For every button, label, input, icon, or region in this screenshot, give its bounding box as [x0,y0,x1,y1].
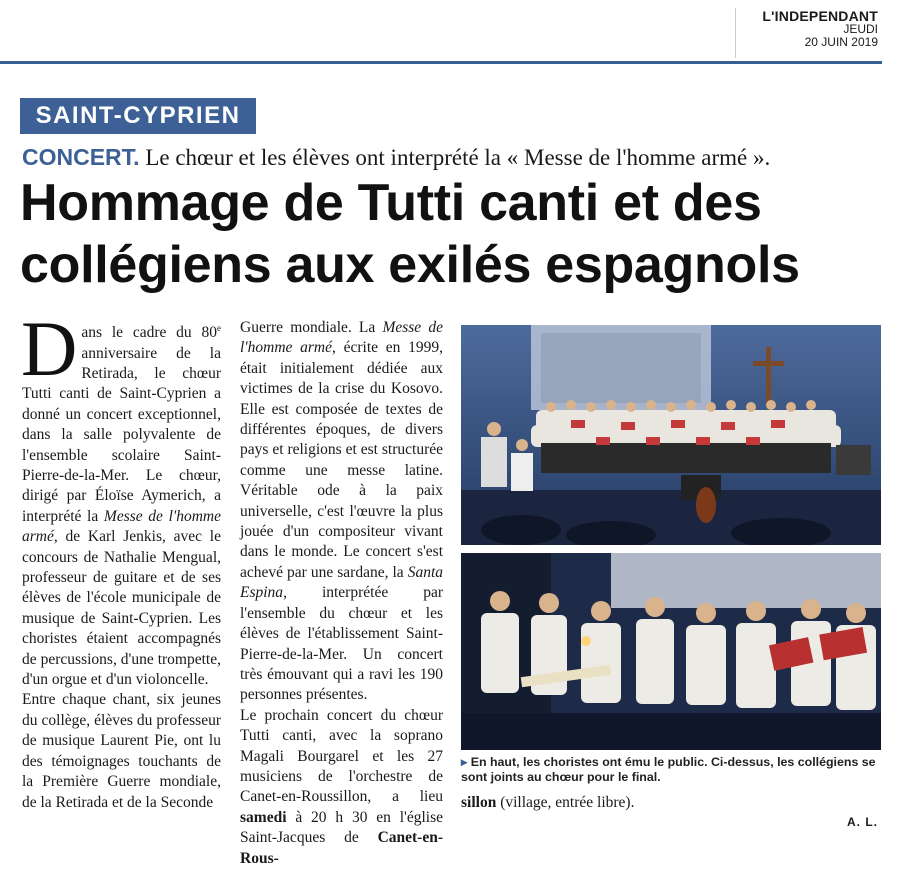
newspaper-name: L'INDEPENDANT [762,8,878,24]
choir-photo-illustration [461,325,881,545]
work-title: Santa Espina [240,563,443,602]
kicker-tag: CONCERT. [22,144,140,170]
text-run: , de Karl Jenkis, avec le concours de Nathalie Mengual, professeur de guitare et de ses élèves de l'école municipale de musique de Saint-Cyprien. Les choristes étaient accompagnés de percussions, d'une trompette, d'un orgue et d'un violoncelle. [22,528,221,689]
section-label: SAINT-CYPRIEN [20,98,256,134]
text-run: , interprétée par l'ensemble du chœur et les élèves de l'établissement Saint-Pierre-de-la-Mer. Un concert très émouvant qui a ravi les 190 personnes présentes. [240,584,443,704]
article-continuation [461,793,881,813]
text-run: ans le cadre du 80 [81,324,217,342]
top-rule [0,61,882,64]
text-run: Le prochain concert du chœur Tutti canti, avec la soprano Magali Bourgarel et les 27 musiciens de l'orchestre de Canet-en-Roussillon, a lieu [240,706,443,806]
text-run: (village, entrée libre). [496,794,635,811]
paragraph [21,305,221,690]
photo-students-choir [461,553,881,750]
text-run: Guerre mondiale. La [240,319,383,336]
masthead-divider [735,8,736,58]
byline: A. L. [847,815,878,829]
drop-cap: D [21,305,78,392]
headline-line-1: Hommage de Tutti canti et des [20,174,762,232]
superscript: e [217,323,221,333]
work-title: Messe de l'homme armé [240,319,443,357]
bold-text: samedi [240,808,287,826]
article-column-2 [240,318,443,869]
bold-text: sillon [461,794,497,811]
text-run: , écrite en 1999, était initialement dédiée aux victimes de la crise du Kosovo. Elle est composée de textes de différentes époques, de divers pays et religions et est structurée comme une messe latine. Véritable ode à la paix universelle, c'est l'œuvre la plus jouée d'un compositeur vivant dans le monde. Le concert s'est achevé par une sardane, la [240,339,443,581]
paragraph: Entre chaque chant, six jeunes du collège, élèves du professeur de musique Laurent Pie, ont lu des témoignages touchants de la Première Guerre mondiale, de la Retirada et de la Seconde [22,691,221,811]
text-run: anniversaire de la Retirada, le chœur Tutti canti de Saint-Cyprien a donné un concert exceptionnel, dans la salle polyvalente de l'ensemble scolaire Saint-Pierre-de-la-Mer. Le chœur, dirigé par Éloïse Aymerich, a interprété la [22,344,221,525]
article-column-1 [21,305,221,813]
caption-marker: ▸ [461,755,468,769]
publication-day: JEUDI [843,22,878,36]
paragraph [240,706,443,869]
headline-line-2: collégiens aux exilés espagnols [20,236,800,294]
kicker-text: Le chœur et les élèves ont interprété la « Messe de l'homme armé ». [145,145,771,170]
paragraph [240,318,443,706]
bold-text: Canet-en-Rous- [240,829,443,867]
photo-choir-concert [461,325,881,545]
work-title: Messe de l'homme armé [22,507,221,546]
publication-date: 20 JUIN 2019 [804,35,878,49]
caption-text: En haut, les choristes ont ému le public. Ci-dessus, les collégiens se sont joints au chœur pour le final. [461,755,876,784]
photo-caption [461,755,881,785]
headline [20,172,890,296]
students-photo-illustration [461,553,881,750]
kicker [22,142,770,173]
masthead [762,10,878,49]
text-run: à 20 h 30 en l'église Saint-Jacques de [240,808,443,847]
